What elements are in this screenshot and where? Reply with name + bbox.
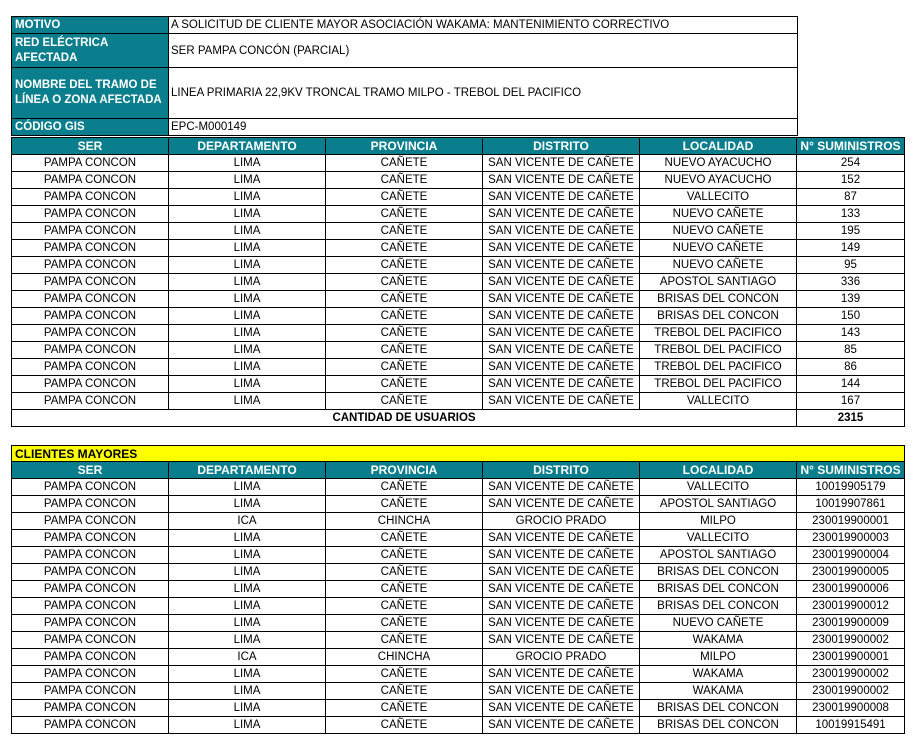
- usuarios-body: [12, 155, 905, 410]
- distrito-cell[interactable]: GROCIO PRADO: [483, 649, 640, 666]
- table-row: [12, 496, 905, 513]
- localidad-cell[interactable]: NUEVO CAÑETE: [640, 615, 797, 632]
- suministros-cell[interactable]: 230019900002: [797, 683, 905, 700]
- provincia-cell[interactable]: CAÑETE: [326, 240, 483, 257]
- localidad-cell[interactable]: NUEVO CAÑETE: [640, 223, 797, 240]
- departamento-cell[interactable]: LIMA: [169, 479, 326, 496]
- ser-cell[interactable]: PAMPA CONCON: [12, 206, 169, 223]
- localidad-cell[interactable]: VALLECITO: [640, 393, 797, 410]
- ser-cell[interactable]: PAMPA CONCON: [12, 700, 169, 717]
- ser-cell[interactable]: PAMPA CONCON: [12, 376, 169, 393]
- table-row: [12, 649, 905, 666]
- clientes-table: [11, 445, 905, 734]
- provincia-cell[interactable]: CAÑETE: [326, 155, 483, 172]
- ser-cell[interactable]: PAMPA CONCON: [12, 308, 169, 325]
- ser-cell[interactable]: PAMPA CONCON: [12, 564, 169, 581]
- distrito-cell[interactable]: SAN VICENTE DE CAÑETE: [483, 393, 640, 410]
- departamento-cell[interactable]: LIMA: [169, 598, 326, 615]
- ser-cell[interactable]: PAMPA CONCON: [12, 547, 169, 564]
- localidad-cell[interactable]: TREBOL DEL PACIFICO: [640, 342, 797, 359]
- suministros-cell[interactable]: 230019900002: [797, 632, 905, 649]
- ser-cell[interactable]: PAMPA CONCON: [12, 581, 169, 598]
- col-departamento: DEPARTAMENTO: [169, 138, 326, 155]
- departamento-cell[interactable]: LIMA: [169, 240, 326, 257]
- suministros-cell[interactable]: 149: [797, 240, 905, 257]
- localidad-cell[interactable]: NUEVO CAÑETE: [640, 206, 797, 223]
- departamento-cell[interactable]: LIMA: [169, 308, 326, 325]
- col-departamento: DEPARTAMENTO: [169, 462, 326, 479]
- localidad-cell[interactable]: NUEVO CAÑETE: [640, 240, 797, 257]
- distrito-cell[interactable]: SAN VICENTE DE CAÑETE: [483, 564, 640, 581]
- suministros-cell[interactable]: 230019900005: [797, 564, 905, 581]
- table-row: [12, 717, 905, 734]
- localidad-cell[interactable]: VALLECITO: [640, 189, 797, 206]
- distrito-cell[interactable]: SAN VICENTE DE CAÑETE: [483, 325, 640, 342]
- ser-cell[interactable]: PAMPA CONCON: [12, 632, 169, 649]
- suministros-cell[interactable]: 10019915491: [797, 717, 905, 734]
- table-row: [12, 291, 905, 308]
- col-distrito: DISTRITO: [483, 138, 640, 155]
- departamento-cell[interactable]: LIMA: [169, 257, 326, 274]
- ser-cell[interactable]: PAMPA CONCON: [12, 496, 169, 513]
- distrito-cell[interactable]: SAN VICENTE DE CAÑETE: [483, 342, 640, 359]
- departamento-cell[interactable]: LIMA: [169, 172, 326, 189]
- suministros-cell[interactable]: 230019900009: [797, 615, 905, 632]
- table-row: [12, 513, 905, 530]
- distrito-cell[interactable]: SAN VICENTE DE CAÑETE: [483, 547, 640, 564]
- suministros-cell[interactable]: 85: [797, 342, 905, 359]
- col-localidad: LOCALIDAD: [640, 138, 797, 155]
- localidad-cell[interactable]: TREBOL DEL PACIFICO: [640, 325, 797, 342]
- provincia-cell[interactable]: CAÑETE: [326, 564, 483, 581]
- departamento-cell[interactable]: LIMA: [169, 717, 326, 734]
- suministros-cell[interactable]: 133: [797, 206, 905, 223]
- suministros-cell[interactable]: 230019900012: [797, 598, 905, 615]
- departamento-cell[interactable]: LIMA: [169, 666, 326, 683]
- tramo-label: NOMBRE DEL TRAMO DE LÍNEA O ZONA AFECTADA: [12, 68, 169, 119]
- provincia-cell[interactable]: CAÑETE: [326, 496, 483, 513]
- clientes-title: CLIENTES MAYORES: [12, 446, 905, 462]
- distrito-cell[interactable]: SAN VICENTE DE CAÑETE: [483, 581, 640, 598]
- localidad-cell[interactable]: VALLECITO: [640, 530, 797, 547]
- ser-cell[interactable]: PAMPA CONCON: [12, 189, 169, 206]
- distrito-cell[interactable]: SAN VICENTE DE CAÑETE: [483, 359, 640, 376]
- clientes-title-row: [12, 446, 905, 462]
- localidad-cell[interactable]: BRISAS DEL CONCON: [640, 564, 797, 581]
- distrito-cell[interactable]: SAN VICENTE DE CAÑETE: [483, 206, 640, 223]
- suministros-cell[interactable]: 150: [797, 308, 905, 325]
- provincia-cell[interactable]: CAÑETE: [326, 172, 483, 189]
- departamento-cell[interactable]: LIMA: [169, 223, 326, 240]
- departamento-cell[interactable]: LIMA: [169, 615, 326, 632]
- suministros-cell[interactable]: 10019905179: [797, 479, 905, 496]
- distrito-cell[interactable]: SAN VICENTE DE CAÑETE: [483, 274, 640, 291]
- distrito-cell[interactable]: SAN VICENTE DE CAÑETE: [483, 700, 640, 717]
- distrito-cell[interactable]: SAN VICENTE DE CAÑETE: [483, 376, 640, 393]
- localidad-cell[interactable]: MILPO: [640, 513, 797, 530]
- table-row: [12, 359, 905, 376]
- ser-cell[interactable]: PAMPA CONCON: [12, 172, 169, 189]
- ser-cell[interactable]: PAMPA CONCON: [12, 530, 169, 547]
- table-row: [12, 308, 905, 325]
- ser-cell[interactable]: PAMPA CONCON: [12, 274, 169, 291]
- departamento-cell[interactable]: LIMA: [169, 155, 326, 172]
- departamento-cell[interactable]: LIMA: [169, 700, 326, 717]
- ser-cell[interactable]: PAMPA CONCON: [12, 155, 169, 172]
- ser-cell[interactable]: PAMPA CONCON: [12, 513, 169, 530]
- tramo-value[interactable]: LINEA PRIMARIA 22,9KV TRONCAL TRAMO MILPO - TREBOL DEL PACIFICO: [169, 68, 798, 119]
- ser-cell[interactable]: PAMPA CONCON: [12, 598, 169, 615]
- table-row: [12, 257, 905, 274]
- departamento-cell[interactable]: ICA: [169, 649, 326, 666]
- distrito-cell[interactable]: SAN VICENTE DE CAÑETE: [483, 666, 640, 683]
- distrito-cell[interactable]: SAN VICENTE DE CAÑETE: [483, 172, 640, 189]
- localidad-cell[interactable]: BRISAS DEL CONCON: [640, 308, 797, 325]
- localidad-cell[interactable]: TREBOL DEL PACIFICO: [640, 359, 797, 376]
- suministros-cell[interactable]: 230019900001: [797, 649, 905, 666]
- suministros-cell[interactable]: 230019900003: [797, 530, 905, 547]
- localidad-cell[interactable]: BRISAS DEL CONCON: [640, 581, 797, 598]
- localidad-cell[interactable]: VALLECITO: [640, 479, 797, 496]
- total-value[interactable]: 2315: [797, 410, 905, 427]
- ser-cell[interactable]: PAMPA CONCON: [12, 257, 169, 274]
- col-ser: SER: [12, 138, 169, 155]
- table-row: [12, 342, 905, 359]
- ser-cell[interactable]: PAMPA CONCON: [12, 649, 169, 666]
- suministros-cell[interactable]: 167: [797, 393, 905, 410]
- distrito-cell[interactable]: SAN VICENTE DE CAÑETE: [483, 189, 640, 206]
- table-row: [12, 206, 905, 223]
- departamento-cell[interactable]: LIMA: [169, 325, 326, 342]
- departamento-cell[interactable]: LIMA: [169, 274, 326, 291]
- localidad-cell[interactable]: TREBOL DEL PACIFICO: [640, 376, 797, 393]
- provincia-cell[interactable]: CAÑETE: [326, 308, 483, 325]
- provincia-cell[interactable]: CAÑETE: [326, 581, 483, 598]
- departamento-cell[interactable]: LIMA: [169, 632, 326, 649]
- motivo-label: MOTIVO: [12, 17, 169, 34]
- distrito-cell[interactable]: SAN VICENTE DE CAÑETE: [483, 479, 640, 496]
- suministros-cell[interactable]: 152: [797, 172, 905, 189]
- table-row: [12, 530, 905, 547]
- table-row: [12, 683, 905, 700]
- localidad-cell[interactable]: BRISAS DEL CONCON: [640, 717, 797, 734]
- suministros-cell[interactable]: 144: [797, 376, 905, 393]
- suministros-cell[interactable]: 86: [797, 359, 905, 376]
- localidad-cell[interactable]: APOSTOL SANTIAGO: [640, 496, 797, 513]
- suministros-cell[interactable]: 143: [797, 325, 905, 342]
- usuarios-table: [11, 137, 905, 427]
- total-row: [12, 410, 905, 427]
- ser-cell[interactable]: PAMPA CONCON: [12, 717, 169, 734]
- table-row: [12, 666, 905, 683]
- col-suministros: N° SUMINISTROS: [797, 138, 905, 155]
- distrito-cell[interactable]: SAN VICENTE DE CAÑETE: [483, 155, 640, 172]
- localidad-cell[interactable]: BRISAS DEL CONCON: [640, 598, 797, 615]
- provincia-cell[interactable]: CAÑETE: [326, 683, 483, 700]
- localidad-cell[interactable]: NUEVO AYACUCHO: [640, 172, 797, 189]
- table-row: [12, 172, 905, 189]
- localidad-cell[interactable]: NUEVO AYACUCHO: [640, 155, 797, 172]
- table-row: [12, 393, 905, 410]
- localidad-cell[interactable]: WAKAMA: [640, 683, 797, 700]
- localidad-cell[interactable]: WAKAMA: [640, 666, 797, 683]
- col-ser: SER: [12, 462, 169, 479]
- departamento-cell[interactable]: LIMA: [169, 683, 326, 700]
- gis-label: CÓDIGO GIS: [12, 119, 169, 136]
- ser-cell[interactable]: PAMPA CONCON: [12, 683, 169, 700]
- provincia-cell[interactable]: CAÑETE: [326, 257, 483, 274]
- table-row: [12, 615, 905, 632]
- provincia-cell[interactable]: CAÑETE: [326, 189, 483, 206]
- table-row: [12, 376, 905, 393]
- provincia-cell[interactable]: CAÑETE: [326, 291, 483, 308]
- col-provincia: PROVINCIA: [326, 462, 483, 479]
- col-suministros: N° SUMINISTROS: [797, 462, 905, 479]
- ser-cell[interactable]: PAMPA CONCON: [12, 615, 169, 632]
- localidad-cell[interactable]: BRISAS DEL CONCON: [640, 700, 797, 717]
- distrito-cell[interactable]: SAN VICENTE DE CAÑETE: [483, 683, 640, 700]
- provincia-cell[interactable]: CAÑETE: [326, 342, 483, 359]
- table-row: [12, 240, 905, 257]
- provincia-cell[interactable]: CHINCHA: [326, 513, 483, 530]
- distrito-cell[interactable]: SAN VICENTE DE CAÑETE: [483, 257, 640, 274]
- localidad-cell[interactable]: MILPO: [640, 649, 797, 666]
- clientes-body: [12, 479, 905, 734]
- table-row: [12, 547, 905, 564]
- table-row: [12, 274, 905, 291]
- provincia-cell[interactable]: CAÑETE: [326, 547, 483, 564]
- suministros-cell[interactable]: 10019907861: [797, 496, 905, 513]
- departamento-cell[interactable]: ICA: [169, 513, 326, 530]
- red-label: RED ELÉCTRICA AFECTADA: [12, 34, 169, 68]
- provincia-cell[interactable]: CAÑETE: [326, 223, 483, 240]
- table-row: [12, 223, 905, 240]
- departamento-cell[interactable]: LIMA: [169, 496, 326, 513]
- departamento-cell[interactable]: LIMA: [169, 547, 326, 564]
- ser-cell[interactable]: PAMPA CONCON: [12, 325, 169, 342]
- table-row: [12, 325, 905, 342]
- suministros-cell[interactable]: 254: [797, 155, 905, 172]
- gis-value[interactable]: EPC-M000149: [169, 119, 798, 136]
- distrito-cell[interactable]: SAN VICENTE DE CAÑETE: [483, 496, 640, 513]
- suministros-cell[interactable]: 87: [797, 189, 905, 206]
- provincia-cell[interactable]: CAÑETE: [326, 615, 483, 632]
- ser-cell[interactable]: PAMPA CONCON: [12, 666, 169, 683]
- ser-cell[interactable]: PAMPA CONCON: [12, 359, 169, 376]
- ser-cell[interactable]: PAMPA CONCON: [12, 342, 169, 359]
- col-localidad: LOCALIDAD: [640, 462, 797, 479]
- table-row: [12, 479, 905, 496]
- provincia-cell[interactable]: CAÑETE: [326, 632, 483, 649]
- suministros-cell[interactable]: 230019900001: [797, 513, 905, 530]
- distrito-cell[interactable]: SAN VICENTE DE CAÑETE: [483, 240, 640, 257]
- provincia-cell[interactable]: CAÑETE: [326, 717, 483, 734]
- table-row: [12, 564, 905, 581]
- departamento-cell[interactable]: LIMA: [169, 291, 326, 308]
- table-row: [12, 632, 905, 649]
- provincia-cell[interactable]: CAÑETE: [326, 666, 483, 683]
- ser-cell[interactable]: PAMPA CONCON: [12, 393, 169, 410]
- distrito-cell[interactable]: SAN VICENTE DE CAÑETE: [483, 717, 640, 734]
- total-label: CANTIDAD DE USUARIOS: [12, 410, 797, 427]
- provincia-cell[interactable]: CAÑETE: [326, 530, 483, 547]
- suministros-cell[interactable]: 230019900008: [797, 700, 905, 717]
- suministros-cell[interactable]: 95: [797, 257, 905, 274]
- clientes-header-row: [12, 462, 905, 479]
- departamento-cell[interactable]: LIMA: [169, 530, 326, 547]
- departamento-cell[interactable]: LIMA: [169, 189, 326, 206]
- suministros-cell[interactable]: 230019900006: [797, 581, 905, 598]
- suministros-cell[interactable]: 230019900004: [797, 547, 905, 564]
- localidad-cell[interactable]: NUEVO CAÑETE: [640, 257, 797, 274]
- info-table: [11, 16, 798, 136]
- provincia-cell[interactable]: CAÑETE: [326, 274, 483, 291]
- distrito-cell[interactable]: SAN VICENTE DE CAÑETE: [483, 223, 640, 240]
- provincia-cell[interactable]: CAÑETE: [326, 206, 483, 223]
- table-row: [12, 189, 905, 206]
- departamento-cell[interactable]: LIMA: [169, 359, 326, 376]
- localidad-cell[interactable]: BRISAS DEL CONCON: [640, 291, 797, 308]
- provincia-cell[interactable]: CAÑETE: [326, 700, 483, 717]
- departamento-cell[interactable]: LIMA: [169, 342, 326, 359]
- departamento-cell[interactable]: LIMA: [169, 393, 326, 410]
- distrito-cell[interactable]: SAN VICENTE DE CAÑETE: [483, 615, 640, 632]
- distrito-cell[interactable]: SAN VICENTE DE CAÑETE: [483, 598, 640, 615]
- suministros-cell[interactable]: 195: [797, 223, 905, 240]
- departamento-cell[interactable]: LIMA: [169, 376, 326, 393]
- table-row: [12, 581, 905, 598]
- col-distrito: DISTRITO: [483, 462, 640, 479]
- localidad-cell[interactable]: APOSTOL SANTIAGO: [640, 547, 797, 564]
- provincia-cell[interactable]: CAÑETE: [326, 376, 483, 393]
- departamento-cell[interactable]: LIMA: [169, 581, 326, 598]
- ser-cell[interactable]: PAMPA CONCON: [12, 291, 169, 308]
- provincia-cell[interactable]: CAÑETE: [326, 598, 483, 615]
- localidad-cell[interactable]: APOSTOL SANTIAGO: [640, 274, 797, 291]
- provincia-cell[interactable]: CAÑETE: [326, 359, 483, 376]
- table-row: [12, 598, 905, 615]
- table-row: [12, 155, 905, 172]
- provincia-cell[interactable]: CHINCHA: [326, 649, 483, 666]
- ser-cell[interactable]: PAMPA CONCON: [12, 240, 169, 257]
- localidad-cell[interactable]: WAKAMA: [640, 632, 797, 649]
- distrito-cell[interactable]: SAN VICENTE DE CAÑETE: [483, 530, 640, 547]
- provincia-cell[interactable]: CAÑETE: [326, 479, 483, 496]
- table-row: [12, 700, 905, 717]
- departamento-cell[interactable]: LIMA: [169, 206, 326, 223]
- suministros-cell[interactable]: 230019900002: [797, 666, 905, 683]
- red-value[interactable]: SER PAMPA CONCÓN (PARCIAL): [169, 34, 798, 68]
- departamento-cell[interactable]: LIMA: [169, 564, 326, 581]
- suministros-cell[interactable]: 336: [797, 274, 905, 291]
- ser-cell[interactable]: PAMPA CONCON: [12, 479, 169, 496]
- provincia-cell[interactable]: CAÑETE: [326, 325, 483, 342]
- distrito-cell[interactable]: SAN VICENTE DE CAÑETE: [483, 308, 640, 325]
- distrito-cell[interactable]: SAN VICENTE DE CAÑETE: [483, 632, 640, 649]
- col-provincia: PROVINCIA: [326, 138, 483, 155]
- provincia-cell[interactable]: CAÑETE: [326, 393, 483, 410]
- suministros-cell[interactable]: 139: [797, 291, 905, 308]
- distrito-cell[interactable]: SAN VICENTE DE CAÑETE: [483, 291, 640, 308]
- usuarios-header-row: [12, 138, 905, 155]
- distrito-cell[interactable]: GROCIO PRADO: [483, 513, 640, 530]
- motivo-value[interactable]: A SOLICITUD DE CLIENTE MAYOR ASOCIACIÓN WAKAMA: MANTENIMIENTO CORRECTIVO: [169, 17, 798, 34]
- ser-cell[interactable]: PAMPA CONCON: [12, 223, 169, 240]
